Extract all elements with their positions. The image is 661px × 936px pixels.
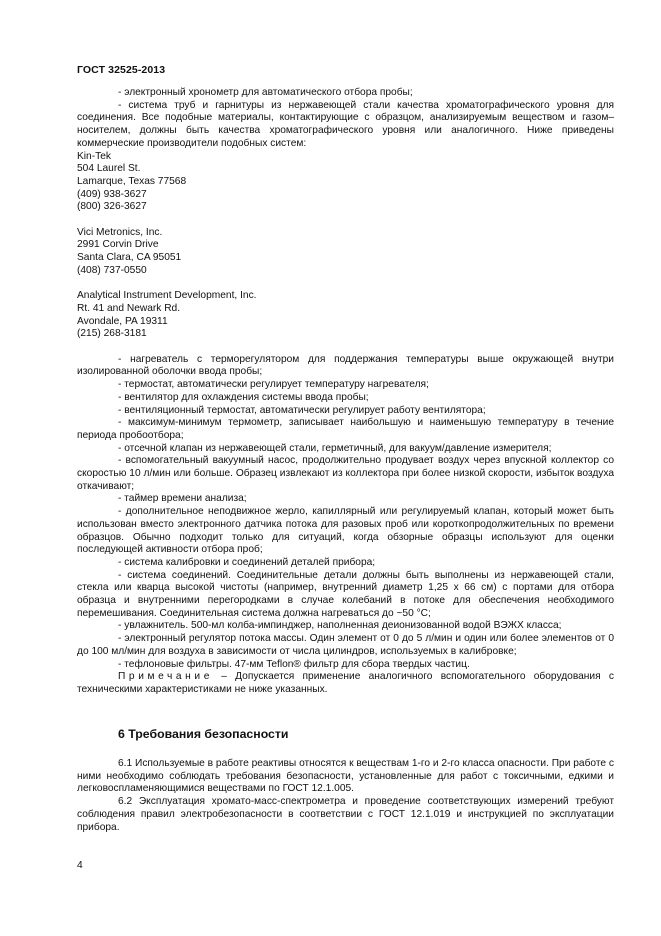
list-item: - электронный регулятор потока массы. Один элемент от 0 до 5 л/мин и один или более элементов от 0 до 100 мл/мин для воздуха в зависимости от числа цилиндров, используемых в калибровке; [77, 633, 614, 657]
supplier-phone: (408) 737-0550 [77, 264, 147, 276]
page-number: 4 [77, 860, 83, 871]
list-item: - вентилятор для охлаждения системы ввода пробы; [118, 391, 369, 403]
supplier-phone: (409) 938-3627 [77, 188, 147, 200]
equipment-list [77, 87, 614, 697]
list-item: - увлажнитель. 500-мл колба-импинджер, наполненная деионизованной водой ВЭЖХ класса; [118, 620, 562, 632]
list-item: - вспомогательный вакуумный насос, продолжительно продувает воздух через впускной коллектор со скоростью 10 л/мин или больше. Образец извлекают из коллектора при более низкой скорости, избыток воздуха откачивают; [77, 455, 614, 492]
list-item: - тефлоновые фильтры. 47-мм Teflon® фильтр для сбора твердых частиц. [118, 658, 470, 670]
list-item: - система калибровки и соединений деталей прибора; [118, 556, 376, 568]
section-heading: 6 Требования безопасности [118, 727, 289, 741]
supplier-street: Rt. 41 and Newark Rd. [77, 302, 181, 314]
list-item: - система соединений. Соединительные детали должны быть выполнены из нержавеющей стали, стекла или кварца высокой чистоты (например, внутренний диаметр 1,25 х 66 см) с портами для отбора образца и внутренними перегородками в случае колебаний в потоке для обеспечения необходимого перемешивания. Соединительная система должна нагреваться до ~50 °С; [77, 569, 614, 619]
section-body [77, 758, 614, 834]
note-text: – Допускается применение аналогичного вспомогательного оборудования с техническими характеристиками не ниже указанных. [77, 671, 614, 695]
list-item: - система труб и гарнитуры из нержавеющей стали качества хроматографического уровня для соединения. Все подобные материалы, контактирующие с образцом, анализируемым веществом и газом–носителем, должны быть качества хроматографического уровня или аналогичного. Ниже приведены коммерческие производители подобных систем: [77, 99, 614, 149]
supplier-street: 2991 Corvin Drive [77, 239, 159, 251]
section-paragraph: 6.2 Эксплуатация хромато-масс-спектрометра и проведение соответствующих измерений требуют соблюдения правил электробезопасности в соответствии с ГОСТ 12.1.019 и инструкцией по эксплуатации прибора. [77, 796, 614, 833]
supplier-city: Avondale, PA 19311 [77, 315, 168, 327]
list-item: - максимум-минимум термометр, записывает наибольшую и наименьшую температуру в течение периода пробоотбора; [77, 417, 614, 441]
list-item: - вентиляционный термостат, автоматически регулирует работу вентилятора; [118, 404, 486, 416]
list-item: - электронный хронометр для автоматического отбора пробы; [118, 87, 413, 98]
supplier-name: Vici Metronics, Inc. [77, 226, 163, 238]
supplier-phone: (215) 268-3181 [77, 328, 147, 340]
supplier-address [77, 151, 614, 215]
supplier-city: Lamarque, Texas 77568 [77, 175, 187, 187]
list-item: - термостат, автоматически регулирует температуру нагревателя; [118, 379, 429, 391]
supplier-address [77, 227, 614, 278]
list-item: - дополнительное неподвижное жерло, капиллярный или регулируемый клапан, который может быть использован вместо электронного датчика потока для разовых проб или короткопродолжительных по времени образцов. Обычно подходит только для ситуаций, когда обзорные образцы используют для оценки последующей активности отбора проб; [77, 506, 614, 556]
supplier-name: Kin-Tek [77, 150, 111, 162]
note [77, 671, 614, 696]
supplier-city: Santa Clara, CA 95051 [77, 252, 182, 264]
list-item: - таймер времени анализа; [118, 493, 247, 505]
supplier-phone: (800) 326-3627 [77, 201, 147, 213]
supplier-name: Analytical Instrument Development, Inc. [77, 290, 257, 302]
supplier-address [77, 290, 614, 341]
section-paragraph: 6.1 Используемые в работе реактивы относятся к веществам 1-го и 2-го класса опасности. При работе с ними необходимо соблюдать требования безопасности, установленные для работ с токсичными, едкими и легковоспламеняющимися веществами по ГОСТ 12.1.005. [77, 758, 614, 795]
list-item: - отсечной клапан из нержавеющей стали, герметичный, для вакуум/давление измерителя; [118, 442, 552, 454]
supplier-street: 504 Laurel St. [77, 163, 141, 175]
document-code: ГОСТ 32525-2013 [77, 64, 166, 76]
list-item: - нагреватель с терморегулятором для поддержания температуры выше окружающей внутри изолированной оболочки ввода пробы; [77, 353, 614, 378]
note-label: Примечание [118, 671, 213, 683]
